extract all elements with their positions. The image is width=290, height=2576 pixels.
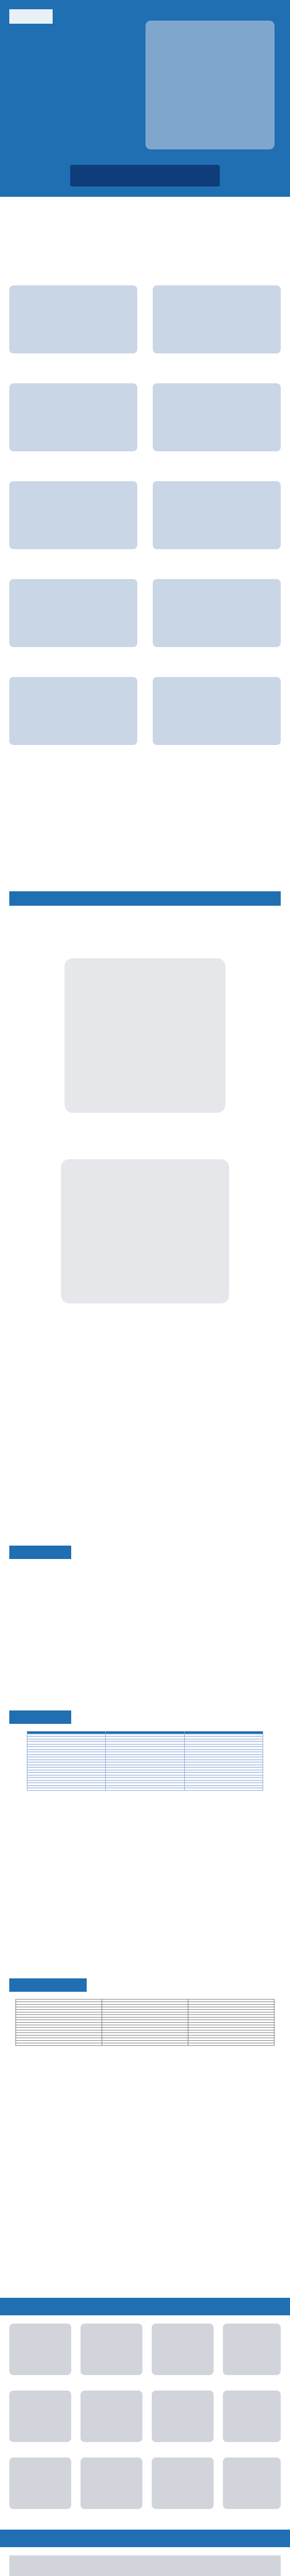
table-cell (102, 2043, 188, 2046)
feature-card (9, 567, 137, 649)
feature-card (9, 273, 137, 355)
product-thumbnail (80, 2458, 142, 2509)
specification-section (0, 1710, 290, 1968)
product-thumbnail (80, 2324, 142, 2375)
product-thumbnail (9, 2391, 71, 2442)
feature-card (153, 371, 281, 453)
table-cell (188, 2043, 275, 2046)
feature-card (9, 371, 137, 453)
table-cell (16, 2043, 102, 2046)
feature-image (9, 677, 137, 745)
product-thumbnail (9, 2458, 71, 2509)
feature-card (9, 665, 137, 747)
product-thumbnail (152, 2391, 214, 2442)
hero-section (0, 0, 290, 197)
surgical-light-graphic (65, 958, 225, 1113)
feature-image (9, 383, 137, 451)
feature-image (153, 481, 281, 549)
feature-card (9, 469, 137, 551)
feature-card (153, 567, 281, 649)
table-cell (106, 1788, 184, 1791)
feature-image (9, 481, 137, 549)
product-thumbnail (223, 2324, 281, 2375)
surgical-light-graphic (61, 1159, 229, 1303)
product-advantage-banner (70, 165, 220, 187)
feature-grid (0, 273, 290, 891)
feature-image (153, 677, 281, 745)
feature-label (9, 371, 137, 381)
company-profile-banner (0, 2530, 290, 2547)
feature-image (9, 579, 137, 647)
feature-label (153, 469, 281, 479)
table-cell (184, 1788, 263, 1791)
camera-section (0, 1978, 290, 2267)
feature-card (153, 665, 281, 747)
hero-photo (146, 21, 275, 149)
product-thumbnail (223, 2458, 281, 2509)
specification-table (27, 1731, 263, 1791)
feature-label (153, 665, 281, 675)
product-thumbnail (152, 2458, 214, 2509)
features-title (9, 1546, 71, 1559)
feature-label (153, 371, 281, 381)
feature-label (153, 273, 281, 283)
feature-row (9, 273, 281, 355)
features-section (0, 1546, 290, 1685)
company-photo (9, 2555, 281, 2576)
feature-label (9, 567, 137, 577)
product-thumbnail (223, 2391, 281, 2442)
feature-label (9, 273, 137, 283)
product-thumbnail (80, 2391, 142, 2442)
other-products-banner (0, 2298, 290, 2315)
section-strip-title (9, 891, 281, 906)
specification-title (9, 1710, 71, 1724)
feature-card (153, 273, 281, 355)
feature-image (153, 285, 281, 353)
table-row (16, 2043, 275, 2046)
product-thumbnail (9, 2324, 71, 2375)
table-cell (27, 1788, 106, 1791)
product-thumbnail (152, 2324, 214, 2375)
feature-image (153, 383, 281, 451)
feature-card (153, 469, 281, 551)
tips-section (9, 208, 281, 260)
feature-image (153, 579, 281, 647)
feature-row (9, 371, 281, 453)
camera-table (15, 1999, 275, 2046)
feature-label (9, 665, 137, 675)
products-grid (9, 2324, 281, 2509)
product-visual (0, 917, 290, 1535)
feature-row (9, 665, 281, 747)
banner-title (70, 165, 220, 187)
section-strip (9, 891, 281, 906)
feature-image (9, 285, 137, 353)
feature-row (9, 469, 281, 551)
feature-label (153, 567, 281, 577)
table-row (27, 1788, 263, 1791)
feature-row (9, 567, 281, 649)
camera-title (9, 1978, 87, 1992)
feature-label (9, 469, 137, 479)
company-logo (9, 9, 53, 24)
